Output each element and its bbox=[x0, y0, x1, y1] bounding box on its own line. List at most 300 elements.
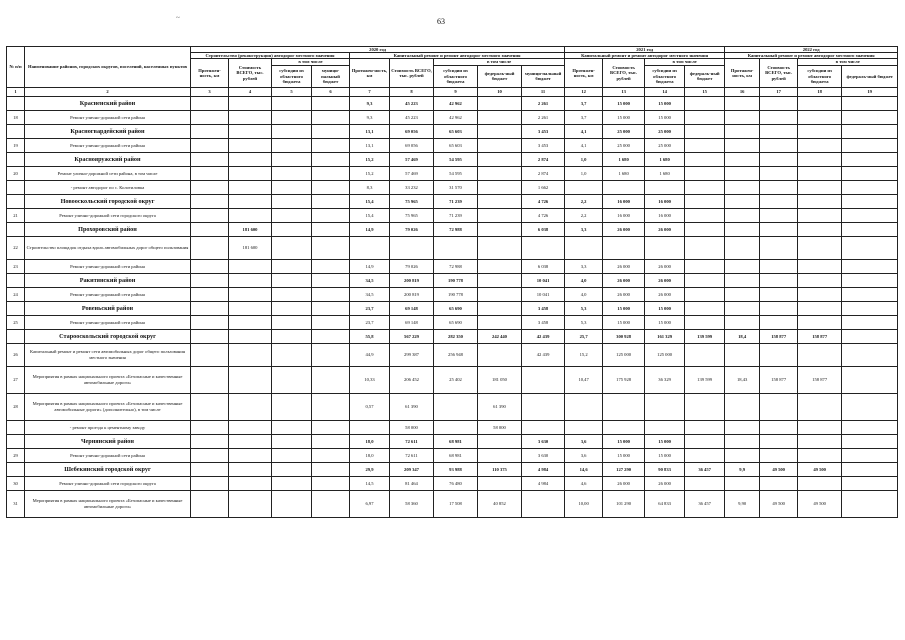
table-cell bbox=[760, 152, 798, 166]
table-cell bbox=[798, 315, 842, 329]
table-cell bbox=[685, 273, 725, 287]
table-cell bbox=[760, 259, 798, 273]
table-cell bbox=[478, 476, 522, 490]
table-cell: 61 390 bbox=[390, 393, 434, 420]
table-cell: 16 000 bbox=[645, 208, 685, 222]
table-cell bbox=[685, 124, 725, 138]
table-cell: 79 026 bbox=[390, 222, 434, 236]
table-cell bbox=[478, 138, 522, 152]
table-cell bbox=[685, 152, 725, 166]
table-cell bbox=[685, 476, 725, 490]
table-cell bbox=[842, 152, 898, 166]
table-cell bbox=[760, 166, 798, 180]
table-cell: 3,3 bbox=[565, 259, 603, 273]
table-cell bbox=[312, 393, 350, 420]
table-cell bbox=[191, 315, 229, 329]
table-header bbox=[7, 47, 898, 97]
row-name: Капитальный ремонт и ремонт сети автомобильных дорог общего пользования местного значения bbox=[25, 343, 191, 366]
row-name: - ремонт проезда к цементному заводу bbox=[25, 420, 191, 434]
table-cell bbox=[842, 420, 898, 434]
table-cell bbox=[191, 393, 229, 420]
table-cell bbox=[798, 208, 842, 222]
table-cell: 206 452 bbox=[390, 366, 434, 393]
pen-mark: ~ bbox=[176, 14, 180, 22]
table-cell bbox=[229, 476, 272, 490]
table-cell bbox=[685, 301, 725, 315]
table-cell: 175 928 bbox=[603, 366, 645, 393]
table-cell: 49 500 bbox=[760, 462, 798, 476]
column-number: 12 bbox=[565, 87, 603, 96]
table-cell: 18,43 bbox=[725, 366, 760, 393]
table-cell bbox=[272, 343, 312, 366]
table-cell bbox=[272, 287, 312, 301]
row-number: 18 bbox=[7, 110, 25, 124]
table-cell: 15,4 bbox=[350, 194, 390, 208]
table-cell: 4,1 bbox=[565, 138, 603, 152]
table-cell bbox=[272, 273, 312, 287]
row-name: Ремонт улично-дорожной сети района bbox=[25, 315, 191, 329]
table-row bbox=[7, 236, 898, 259]
table-cell: 15 000 bbox=[603, 434, 645, 448]
table-cell bbox=[478, 273, 522, 287]
table-cell: 3,7 bbox=[565, 110, 603, 124]
table-cell: 14,9 bbox=[350, 259, 390, 273]
table-cell bbox=[842, 236, 898, 259]
table-cell: 1,0 bbox=[565, 152, 603, 166]
table-cell bbox=[725, 166, 760, 180]
table-cell bbox=[522, 393, 565, 420]
budget-table bbox=[6, 46, 898, 518]
table-cell: 3 458 bbox=[522, 301, 565, 315]
len-header: Протяжен-ность, км bbox=[191, 59, 229, 87]
table-cell bbox=[645, 180, 685, 194]
table-cell bbox=[685, 343, 725, 366]
table-cell bbox=[229, 138, 272, 152]
table-cell: 4,0 bbox=[565, 273, 603, 287]
table-cell bbox=[191, 152, 229, 166]
table-cell: 69 148 bbox=[390, 301, 434, 315]
table-cell: 26 000 bbox=[645, 273, 685, 287]
table-cell bbox=[312, 194, 350, 208]
table-cell bbox=[760, 343, 798, 366]
table-cell: 4,6 bbox=[565, 476, 603, 490]
table-cell bbox=[842, 166, 898, 180]
table-cell bbox=[798, 124, 842, 138]
column-number: 11 bbox=[522, 87, 565, 96]
table-cell: 125 000 bbox=[603, 343, 645, 366]
table-cell: 42 439 bbox=[522, 329, 565, 343]
table-cell bbox=[842, 222, 898, 236]
table-cell bbox=[760, 287, 798, 301]
table-cell bbox=[272, 476, 312, 490]
table-cell bbox=[760, 393, 798, 420]
table-cell: 190 778 bbox=[434, 273, 478, 287]
table-cell bbox=[229, 315, 272, 329]
table-cell bbox=[272, 96, 312, 110]
row-number bbox=[7, 180, 25, 194]
row-number bbox=[7, 222, 25, 236]
table-cell: 65 690 bbox=[434, 301, 478, 315]
table-cell bbox=[842, 448, 898, 462]
table-cell: 15 000 bbox=[645, 96, 685, 110]
table-cell bbox=[229, 124, 272, 138]
row-number: 23 bbox=[7, 259, 25, 273]
table-cell: 25 000 bbox=[603, 124, 645, 138]
table-cell bbox=[725, 194, 760, 208]
table-cell bbox=[760, 180, 798, 194]
table-cell: 9,90 bbox=[725, 490, 760, 517]
table-cell: 25 402 bbox=[434, 366, 478, 393]
table-cell: 10,33 bbox=[350, 366, 390, 393]
table-cell bbox=[191, 96, 229, 110]
table-cell bbox=[725, 343, 760, 366]
row-name: Строительство площадок отдыха вдоль автомобильных дорог общего пользования bbox=[25, 236, 191, 259]
table-cell: 190 778 bbox=[434, 287, 478, 301]
len-header: Протяжен-ность, км bbox=[725, 59, 760, 87]
page-number: 63 bbox=[437, 17, 445, 26]
table-cell: 65 603 bbox=[434, 138, 478, 152]
table-cell: 110 375 bbox=[478, 462, 522, 476]
table-cell: 209 347 bbox=[390, 462, 434, 476]
table-cell bbox=[312, 96, 350, 110]
table-cell: 15,4 bbox=[350, 208, 390, 222]
table-cell bbox=[725, 448, 760, 462]
table-cell bbox=[685, 393, 725, 420]
table-cell: 299 387 bbox=[390, 343, 434, 366]
table-cell: 3,6 bbox=[565, 434, 603, 448]
table-cell: 93 988 bbox=[434, 462, 478, 476]
table-cell bbox=[191, 194, 229, 208]
col-name-header: Наименование районов, городских округов, поселений, населенных пунктов bbox=[25, 47, 191, 88]
row-number: 20 bbox=[7, 166, 25, 180]
column-number: 9 bbox=[434, 87, 478, 96]
table-cell: 3,6 bbox=[565, 448, 603, 462]
table-cell bbox=[191, 236, 229, 259]
table-cell: 26 000 bbox=[603, 476, 645, 490]
table-cell bbox=[272, 434, 312, 448]
table-cell bbox=[229, 287, 272, 301]
table-cell bbox=[312, 329, 350, 343]
table-cell bbox=[191, 124, 229, 138]
row-number bbox=[7, 420, 25, 434]
table-cell bbox=[798, 180, 842, 194]
table-cell bbox=[725, 96, 760, 110]
table-cell: 101 290 bbox=[603, 490, 645, 517]
table-cell: 200 819 bbox=[390, 287, 434, 301]
table-cell bbox=[312, 259, 350, 273]
table-cell bbox=[272, 301, 312, 315]
column-number: 13 bbox=[603, 87, 645, 96]
table-cell: 42 962 bbox=[434, 96, 478, 110]
district-row bbox=[7, 222, 898, 236]
table-cell bbox=[434, 420, 478, 434]
table-cell: 10,47 bbox=[565, 366, 603, 393]
table-cell: 68 981 bbox=[434, 448, 478, 462]
table-cell bbox=[272, 259, 312, 273]
table-cell bbox=[478, 166, 522, 180]
table-cell: 158 877 bbox=[760, 366, 798, 393]
table-cell: 57 469 bbox=[390, 166, 434, 180]
table-cell bbox=[565, 236, 603, 259]
table-cell bbox=[842, 96, 898, 110]
table-cell: 65 603 bbox=[434, 124, 478, 138]
district-name: Прохоровский район bbox=[25, 222, 191, 236]
table-cell bbox=[760, 448, 798, 462]
table-cell bbox=[685, 434, 725, 448]
row-number bbox=[7, 194, 25, 208]
table-cell: 2 261 bbox=[522, 96, 565, 110]
table-cell: 256 948 bbox=[434, 343, 478, 366]
table-cell bbox=[478, 96, 522, 110]
municipal-header: муници-пальный бюджет bbox=[312, 65, 350, 87]
table-cell: 18,0 bbox=[350, 448, 390, 462]
row-name: Ремонт улично-дорожной сети района bbox=[25, 287, 191, 301]
table-cell bbox=[798, 236, 842, 259]
table-cell bbox=[685, 236, 725, 259]
table-cell: 44,9 bbox=[350, 343, 390, 366]
table-cell: 34,5 bbox=[350, 273, 390, 287]
table-cell: 25,7 bbox=[565, 329, 603, 343]
table-cell bbox=[229, 462, 272, 476]
table-cell: 4 726 bbox=[522, 208, 565, 222]
table-cell bbox=[312, 208, 350, 222]
table-cell: 16 000 bbox=[645, 194, 685, 208]
table-row bbox=[7, 138, 898, 152]
table-cell: 23,7 bbox=[350, 315, 390, 329]
table-cell: 15 000 bbox=[603, 110, 645, 124]
column-number: 6 bbox=[312, 87, 350, 96]
table-cell bbox=[522, 236, 565, 259]
table-cell: 13,1 bbox=[350, 138, 390, 152]
table-cell bbox=[191, 448, 229, 462]
table-cell: 15 000 bbox=[603, 448, 645, 462]
table-cell: 54 595 bbox=[434, 166, 478, 180]
table-cell bbox=[842, 194, 898, 208]
table-cell: 3 453 bbox=[522, 138, 565, 152]
table-cell bbox=[229, 329, 272, 343]
table-cell bbox=[798, 110, 842, 124]
table-cell bbox=[685, 138, 725, 152]
table-cell: 79 026 bbox=[390, 259, 434, 273]
federal-header: федераль-ный бюджет bbox=[478, 65, 522, 87]
table-cell: 3 630 bbox=[522, 448, 565, 462]
table-cell: 15,2 bbox=[565, 343, 603, 366]
table-row bbox=[7, 259, 898, 273]
table-cell: 4,0 bbox=[565, 287, 603, 301]
table-cell: 15 000 bbox=[603, 96, 645, 110]
table-cell: 16 000 bbox=[603, 194, 645, 208]
district-row bbox=[7, 329, 898, 343]
table-cell bbox=[760, 315, 798, 329]
table-cell bbox=[478, 124, 522, 138]
row-number: 25 bbox=[7, 315, 25, 329]
col-no-header: № п/п bbox=[7, 47, 25, 88]
table-cell: 26 000 bbox=[603, 222, 645, 236]
table-cell bbox=[312, 236, 350, 259]
table-cell: 71 239 bbox=[434, 194, 478, 208]
table-cell: 69 056 bbox=[390, 124, 434, 138]
table-cell bbox=[760, 420, 798, 434]
table-cell bbox=[191, 222, 229, 236]
row-number bbox=[7, 96, 25, 110]
table-cell bbox=[191, 138, 229, 152]
table-cell: 31 570 bbox=[434, 180, 478, 194]
row-name: Ремонт улично-дорожной сети района bbox=[25, 259, 191, 273]
row-name: Ремонт улично-дорожной сети района bbox=[25, 138, 191, 152]
table-cell: 16 000 bbox=[603, 208, 645, 222]
table-cell: 5,3 bbox=[565, 315, 603, 329]
table-cell bbox=[725, 138, 760, 152]
column-number-row bbox=[7, 87, 898, 96]
table-cell bbox=[191, 166, 229, 180]
district-name: Красногвардейский район bbox=[25, 124, 191, 138]
table-cell: 3 630 bbox=[522, 434, 565, 448]
table-cell bbox=[685, 166, 725, 180]
row-number: 30 bbox=[7, 476, 25, 490]
district-row bbox=[7, 273, 898, 287]
table-cell bbox=[272, 180, 312, 194]
year-2020-header: 2020 год bbox=[191, 47, 565, 53]
table-cell bbox=[312, 448, 350, 462]
table-cell bbox=[478, 315, 522, 329]
table-cell bbox=[229, 152, 272, 166]
row-number: 19 bbox=[7, 138, 25, 152]
table-cell: 34,5 bbox=[350, 287, 390, 301]
table-cell: 3,7 bbox=[565, 96, 603, 110]
table-cell bbox=[272, 366, 312, 393]
table-cell bbox=[191, 301, 229, 315]
table-cell bbox=[272, 222, 312, 236]
table-cell: 45 223 bbox=[390, 110, 434, 124]
table-cell: 1 680 bbox=[603, 166, 645, 180]
table-cell: 15 000 bbox=[603, 301, 645, 315]
table-cell bbox=[229, 420, 272, 434]
table-cell: 9,9 bbox=[725, 462, 760, 476]
table-cell: 26 000 bbox=[603, 259, 645, 273]
table-cell bbox=[685, 259, 725, 273]
column-number: 18 bbox=[798, 87, 842, 96]
table-cell bbox=[312, 434, 350, 448]
table-cell: 36 329 bbox=[645, 366, 685, 393]
table-cell bbox=[312, 287, 350, 301]
table-cell bbox=[842, 393, 898, 420]
column-number: 1 bbox=[7, 87, 25, 96]
row-number bbox=[7, 434, 25, 448]
table-cell: 567 229 bbox=[390, 329, 434, 343]
table-cell bbox=[350, 236, 390, 259]
table-cell bbox=[229, 96, 272, 110]
table-cell bbox=[191, 110, 229, 124]
table-cell: 75 965 bbox=[390, 208, 434, 222]
table-cell bbox=[229, 434, 272, 448]
table-cell bbox=[191, 329, 229, 343]
table-cell bbox=[842, 273, 898, 287]
table-row bbox=[7, 166, 898, 180]
district-name: Красненский район bbox=[25, 96, 191, 110]
cost-header: Стоимость ВСЕГО, тыс. рублей bbox=[390, 59, 434, 87]
table-cell bbox=[191, 420, 229, 434]
table-cell bbox=[565, 180, 603, 194]
table-cell bbox=[685, 110, 725, 124]
table-cell bbox=[478, 236, 522, 259]
group-2022-repair: Капитальный ремонт и ремонт автодорог местного значения bbox=[725, 53, 898, 59]
district-name: Ракитянский район bbox=[25, 273, 191, 287]
table-cell bbox=[434, 236, 478, 259]
table-cell: 26 000 bbox=[645, 259, 685, 273]
table-cell: 18,0 bbox=[350, 434, 390, 448]
row-number: 31 bbox=[7, 490, 25, 517]
district-row bbox=[7, 152, 898, 166]
table-cell bbox=[229, 273, 272, 287]
table-cell: 1 662 bbox=[522, 180, 565, 194]
table-cell: 10 041 bbox=[522, 287, 565, 301]
table-cell: 10 041 bbox=[522, 273, 565, 287]
table-cell bbox=[798, 96, 842, 110]
table-cell bbox=[760, 194, 798, 208]
table-cell: 42 439 bbox=[522, 343, 565, 366]
table-cell bbox=[272, 166, 312, 180]
table-cell bbox=[798, 138, 842, 152]
table-cell: 75 965 bbox=[390, 194, 434, 208]
table-cell bbox=[725, 434, 760, 448]
table-row bbox=[7, 110, 898, 124]
table-cell bbox=[685, 194, 725, 208]
table-cell: 158 877 bbox=[798, 329, 842, 343]
table-cell bbox=[798, 434, 842, 448]
table-cell bbox=[685, 448, 725, 462]
row-number bbox=[7, 329, 25, 343]
table-cell bbox=[229, 194, 272, 208]
table-cell bbox=[229, 180, 272, 194]
table-cell: 14,9 bbox=[350, 222, 390, 236]
table-cell: 1,0 bbox=[565, 166, 603, 180]
table-cell: 81 464 bbox=[390, 476, 434, 490]
table-cell bbox=[229, 110, 272, 124]
table-cell bbox=[798, 420, 842, 434]
table-row bbox=[7, 420, 898, 434]
table-cell bbox=[478, 434, 522, 448]
table-cell bbox=[798, 393, 842, 420]
table-cell: 14,6 bbox=[565, 462, 603, 476]
table-cell: 9,3 bbox=[350, 96, 390, 110]
table-cell bbox=[272, 315, 312, 329]
table-cell: 0,57 bbox=[350, 393, 390, 420]
table-cell: 282 350 bbox=[434, 329, 478, 343]
table-cell: 5,3 bbox=[565, 301, 603, 315]
len-header: Протяжен-ность, км bbox=[565, 59, 603, 87]
table-row bbox=[7, 315, 898, 329]
group-2021-repair: Капитальный ремонт и ремонт автодорог местного значения bbox=[565, 53, 725, 59]
table-cell bbox=[760, 301, 798, 315]
table-cell bbox=[434, 393, 478, 420]
table-row bbox=[7, 476, 898, 490]
table-cell bbox=[191, 287, 229, 301]
row-name: Ремонт улично-дорожной сети городского округа bbox=[25, 476, 191, 490]
table-cell bbox=[760, 222, 798, 236]
table-cell bbox=[798, 166, 842, 180]
table-cell bbox=[191, 490, 229, 517]
row-number: 28 bbox=[7, 393, 25, 420]
table-cell bbox=[645, 236, 685, 259]
district-name: Шебекинский городской округ bbox=[25, 462, 191, 476]
row-number bbox=[7, 301, 25, 315]
row-number bbox=[7, 273, 25, 287]
table-cell: 242 440 bbox=[478, 329, 522, 343]
row-number: 27 bbox=[7, 366, 25, 393]
table-cell: 18,4 bbox=[725, 329, 760, 343]
table-cell bbox=[229, 490, 272, 517]
table-cell: 49 500 bbox=[798, 490, 842, 517]
